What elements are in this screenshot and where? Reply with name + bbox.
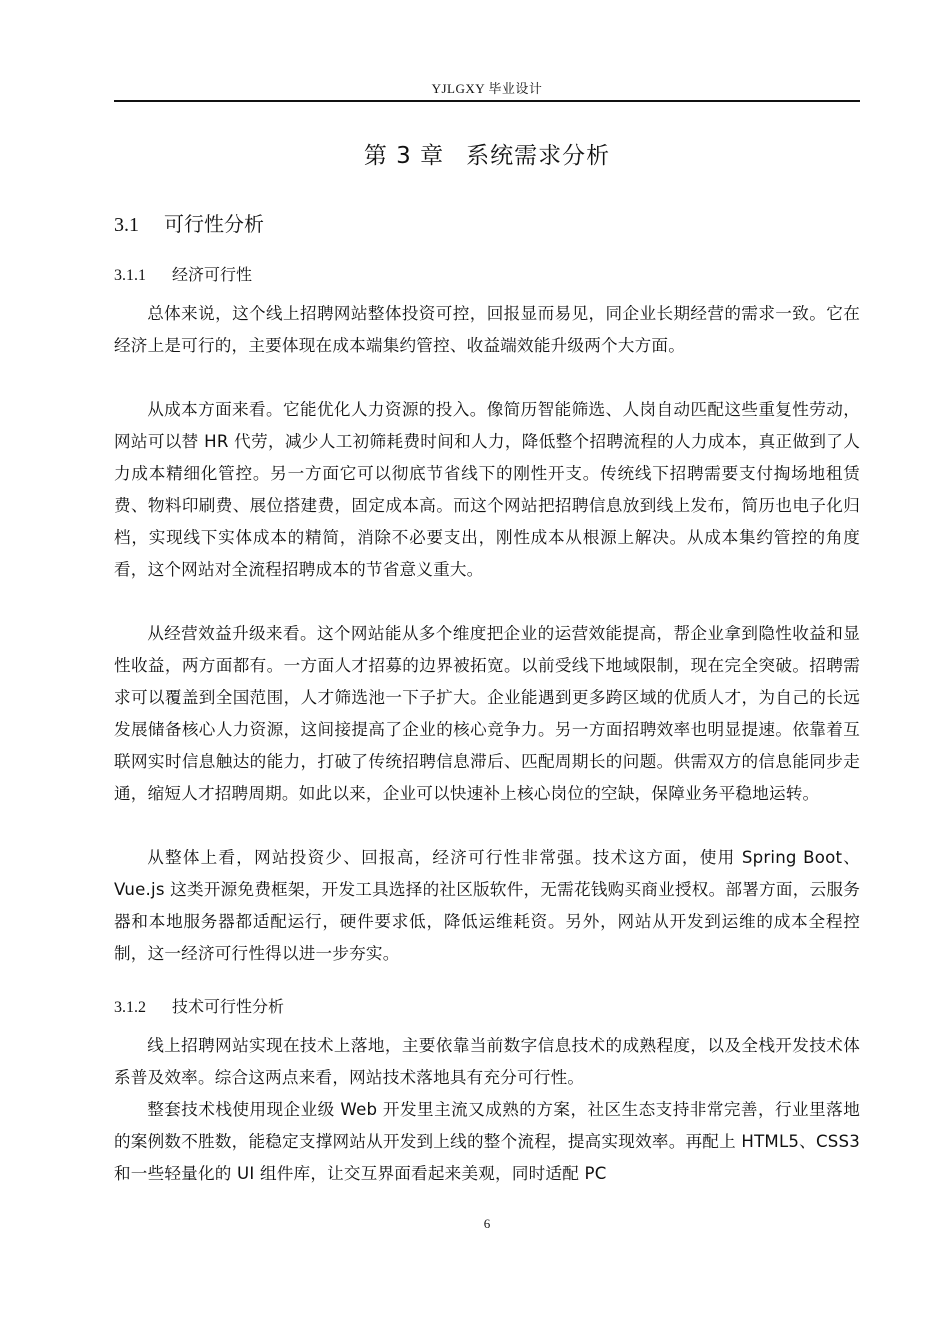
chapter-title — [114, 137, 860, 170]
chapter-name: 系统需求分析 — [466, 143, 611, 169]
section-number: 3.1 — [114, 214, 139, 236]
paragraph: 从经营效益升级来看。这个网站能从多个维度把企业的运营效能提高，帮企业拿到隐性收益和显性收益，两方面都有。一方面人才招募的边界被拓宽。以前受线下地域限制，现在完全突破。招聘需求可以覆盖到全国范围，人才筛选池一下子扩大。企业能遇到更多跨区域的优质人才，为自己的长远发展储备核心人力资源，这间接提高了企业的核心竞争力。另一方面招聘效率也明显提速。依靠着互联网实时信息触达的能力，打破了传统招聘信息滞后、匹配周期长的问题。供需双方的信息能同步走通，缩短人才招聘周期。如此以来，企业可以快速补上核心岗位的空缺，保障业务平稳地运转。 — [114, 624, 860, 803]
section-title: 可行性分析 — [164, 212, 264, 236]
paragraph: 从整体上看，网站投资少、回报高，经济可行性非常强。技术这方面，使用 Spring Boot、Vue.js 这类开源免费框架，开发工具选择的社区版软件，无需花钱购买商业授权。部署方面，云服务器和本地服务器都适配运行，硬件要求低，降低运维耗资。另外，网站从开发到运维的成本全程控制，这一经济可行性得以进一步夯实。 — [114, 848, 860, 963]
section-number: 3.1.1 — [114, 267, 146, 284]
section-title: 技术可行性分析 — [172, 997, 285, 1016]
section-heading-3-1 — [114, 208, 264, 237]
section-number: 3.1.2 — [114, 999, 146, 1016]
section-title: 经济可行性 — [172, 265, 253, 284]
paragraph: 总体来说，这个线上招聘网站整体投资可控，回报显而易见，同企业长期经营的需求一致。它在经济上是可行的，主要体现在成本端集约管控、收益端效能升级两个大方面。 — [114, 304, 860, 355]
paragraph: 整套技术栈使用现企业级 Web 开发里主流又成熟的方案，社区生态支持非常完善，行业里落地的案例数不胜数，能稳定支撑网站从开发到上线的整个流程，提高实现效率。再配上 HTML5、CSS3 和一些轻量化的 UI 组件库，让交互界面看起来美观，同时适配 PC — [114, 1100, 860, 1183]
paragraph: 从成本方面来看。它能优化人力资源的投入。像简历智能筛选、人岗自动匹配这些重复性劳动，网站可以替 HR 代劳，减少人工初筛耗费时间和人力，降低整个招聘流程的人力成本，真正做到了人力成本精细化管控。另一方面它可以彻底节省线下的刚性开支。传统线下招聘需要支付掏场地租赁费、物料印刷费、展位搭建费，固定成本高。而这个网站把招聘信息放到线上发布，简历也电子化归档，实现线下实体成本的精简，消除不必要支出，刚性成本从根源上解决。从成本集约管控的角度看，这个网站对全流程招聘成本的节省意义重大。 — [114, 400, 860, 579]
page-number: 6 — [483, 1216, 491, 1231]
section-heading-3-1-1 — [114, 262, 252, 285]
running-header: YJLGXY 毕业设计 — [431, 81, 543, 96]
paragraph: 线上招聘网站实现在技术上落地，主要依靠当前数字信息技术的成熟程度，以及全栈开发技术体系普及效率。综合这两点来看，网站技术落地具有充分可行性。 — [114, 1036, 860, 1087]
section-heading-3-1-2 — [114, 994, 284, 1017]
chapter-number: 第 3 章 — [363, 143, 445, 169]
header-rule — [114, 100, 860, 102]
